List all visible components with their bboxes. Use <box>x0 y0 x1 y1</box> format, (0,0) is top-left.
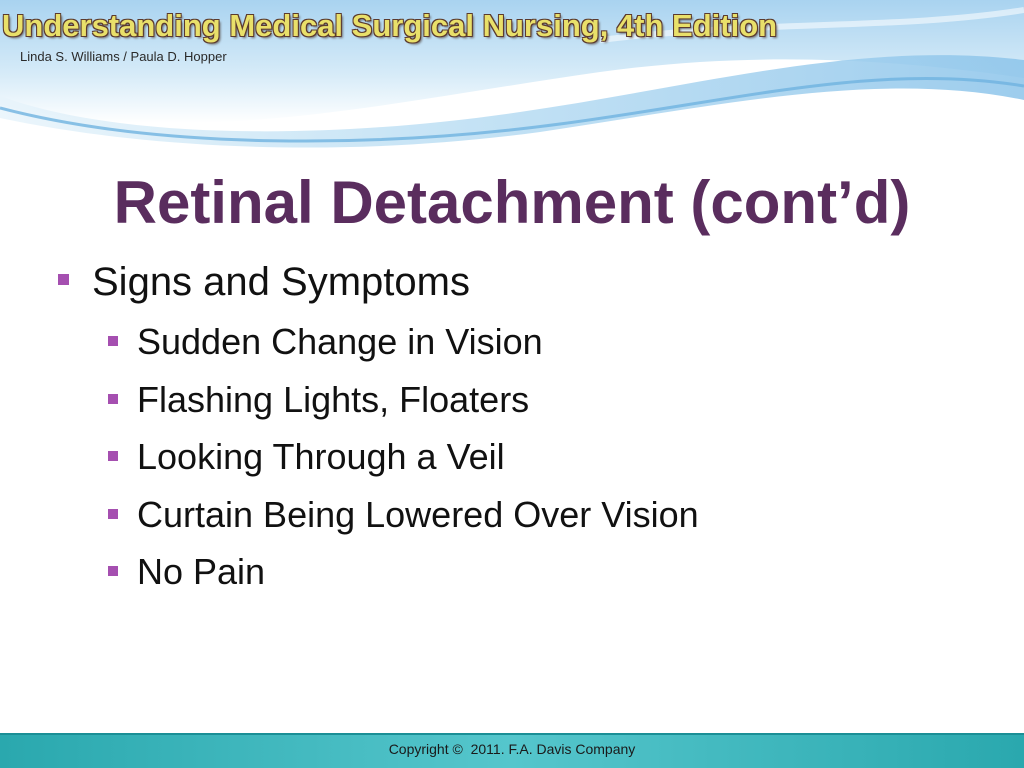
sub-bullet-item <box>137 436 505 478</box>
square-bullet-icon <box>108 336 118 346</box>
sub-bullet-item <box>137 494 699 536</box>
square-bullet-icon <box>108 451 118 461</box>
square-bullet-icon <box>58 274 69 285</box>
square-bullet-icon <box>108 394 118 404</box>
sub-bullet-item <box>137 551 265 593</box>
square-bullet-icon <box>108 509 118 519</box>
sub-bullet-text: Looking Through a Veil <box>137 436 505 477</box>
bullet-item <box>92 258 470 306</box>
sub-bullet-item <box>137 321 543 363</box>
sub-bullet-text: No Pain <box>137 551 266 592</box>
square-bullet-icon <box>108 566 118 576</box>
sub-bullet-item <box>137 379 529 421</box>
book-title: Understanding Medical Surgical Nursing, 4th Edition <box>2 8 778 43</box>
sub-bullet-text: Flashing Lights, Floaters <box>137 379 530 420</box>
slide-title: Retinal Detachment (cont’d) <box>113 169 911 236</box>
sub-bullet-text: Sudden Change in Vision <box>137 321 543 362</box>
authors-line: Linda S. Williams / Paula D. Hopper <box>20 49 227 64</box>
sub-bullet-text: Curtain Being Lowered Over Vision <box>137 494 699 535</box>
copyright-text: Copyright © 2011. F.A. Davis Company <box>388 741 636 757</box>
bullet-text: Signs and Symptoms <box>92 260 470 304</box>
